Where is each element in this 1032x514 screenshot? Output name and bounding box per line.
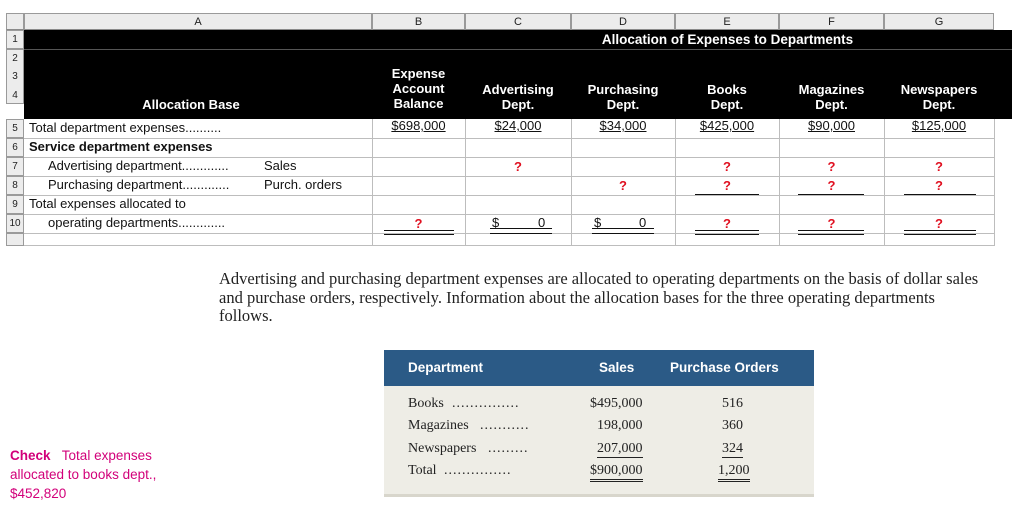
sheet-title: Allocation of Expenses to Departments — [601, 32, 854, 47]
double-underline — [904, 230, 976, 235]
underline — [695, 194, 759, 195]
row6-label: Service department expenses — [29, 139, 213, 154]
row10-advertising: 0 — [538, 215, 546, 230]
row-header-1[interactable]: 1 — [6, 30, 24, 49]
double-underline — [384, 230, 454, 235]
column-header-f[interactable]: F — [779, 13, 884, 30]
allocation-bases-table: Department Sales Purchase Orders Books ............... $495,000 516 Magazines ........... 198,000 360 Newspapers ......... 207,000 324 Total ............... $900,000 1,200 — [384, 350, 814, 497]
description-paragraph: Advertising and purchasing department expenses are allocated to operating departments on the basis of dollar sales and purchase orders, respectively. Information about the allocation bases for the three operating departments follows. — [219, 269, 979, 325]
row10-purchasing-sign: $ — [594, 215, 602, 230]
check-text: Total expenses allocated to books dept., $452,820 — [10, 448, 157, 501]
row10-balance: ? — [414, 216, 423, 231]
table-bottom-rule — [384, 494, 814, 497]
row7-newspapers: ? — [935, 159, 943, 174]
row-header-5[interactable]: 5 — [6, 119, 24, 138]
row-header-3[interactable]: 3 — [12, 71, 18, 82]
row8-books: ? — [723, 178, 731, 193]
row-header-11[interactable] — [6, 233, 24, 246]
row5-books: $425,000 — [699, 118, 755, 133]
advertising-dept-header: Advertising Dept. — [482, 82, 554, 112]
double-underline — [695, 230, 759, 235]
row7-advertising: ? — [514, 159, 522, 174]
newspapers-dept-header: Newspapers Dept. — [900, 82, 978, 112]
row10-purchasing: 0 — [639, 215, 647, 230]
header-divider — [24, 49, 1012, 50]
corner-cell[interactable] — [6, 13, 24, 30]
row5-purchasing: $34,000 — [599, 118, 647, 133]
row10-books: ? — [723, 216, 731, 231]
row-header-10[interactable]: 10 — [6, 214, 24, 233]
table-header — [384, 350, 814, 386]
row-header-2-4[interactable] — [6, 49, 24, 104]
row7-magazines: ? — [827, 159, 836, 174]
column-header-a[interactable]: A — [24, 13, 372, 30]
column-header-e[interactable]: E — [675, 13, 779, 30]
row-header-2[interactable]: 2 — [12, 53, 18, 64]
expense-balance-header: Expense Account Balance — [391, 66, 446, 111]
magazines-dept-header: Magazines Dept. — [798, 82, 865, 112]
row5-magazines: $90,000 — [808, 118, 855, 133]
row5-newspapers: $125,000 — [911, 118, 967, 133]
column-header-b[interactable]: B — [372, 13, 465, 30]
underline — [798, 194, 864, 195]
spreadsheet — [6, 13, 1010, 246]
row-header-9[interactable]: 9 — [6, 195, 24, 214]
column-header-c[interactable]: C — [465, 13, 571, 30]
allocation-base-header: Allocation Base — [142, 97, 240, 112]
books-dept-header: Books Dept. — [707, 82, 747, 112]
check-label: Check — [10, 448, 51, 463]
double-underline — [798, 230, 864, 235]
row10-magazines: ? — [827, 216, 836, 231]
row10-newspapers: ? — [935, 216, 943, 231]
row5-balance: $698,000 — [391, 118, 446, 133]
underline — [904, 194, 976, 195]
header-department: Department — [408, 360, 484, 375]
column-header-g[interactable]: G — [884, 13, 994, 30]
row8-purchasing: ? — [619, 178, 627, 193]
check-note — [10, 446, 200, 503]
row7-label: Advertising department............. — [48, 158, 229, 173]
row-header-7[interactable]: 7 — [6, 157, 24, 176]
row7-base: Sales — [264, 158, 297, 173]
row-header-4[interactable]: 4 — [12, 90, 18, 101]
row8-base: Purch. orders — [264, 177, 343, 192]
row5-advertising: $24,000 — [494, 118, 542, 133]
row8-magazines: ? — [827, 178, 836, 193]
row5-label: Total department expenses.......... — [29, 120, 222, 135]
grid-line — [994, 119, 995, 246]
header-sales: Sales — [599, 360, 635, 375]
row-header-8[interactable]: 8 — [6, 176, 24, 195]
row10-advertising-sign: $ — [492, 215, 500, 230]
row7-books: ? — [723, 159, 731, 174]
row-header-6[interactable]: 6 — [6, 138, 24, 157]
purchasing-dept-header: Purchasing Dept. — [587, 82, 659, 112]
row8-label: Purchasing department............. — [48, 177, 230, 192]
column-header-d[interactable]: D — [571, 13, 675, 30]
row9-label: Total expenses allocated to — [29, 196, 186, 211]
grid-line — [24, 245, 994, 246]
row8-newspapers: ? — [935, 178, 943, 193]
row10-label: operating departments............. — [48, 215, 226, 230]
header-purchase-orders: Purchase Orders — [670, 360, 779, 375]
